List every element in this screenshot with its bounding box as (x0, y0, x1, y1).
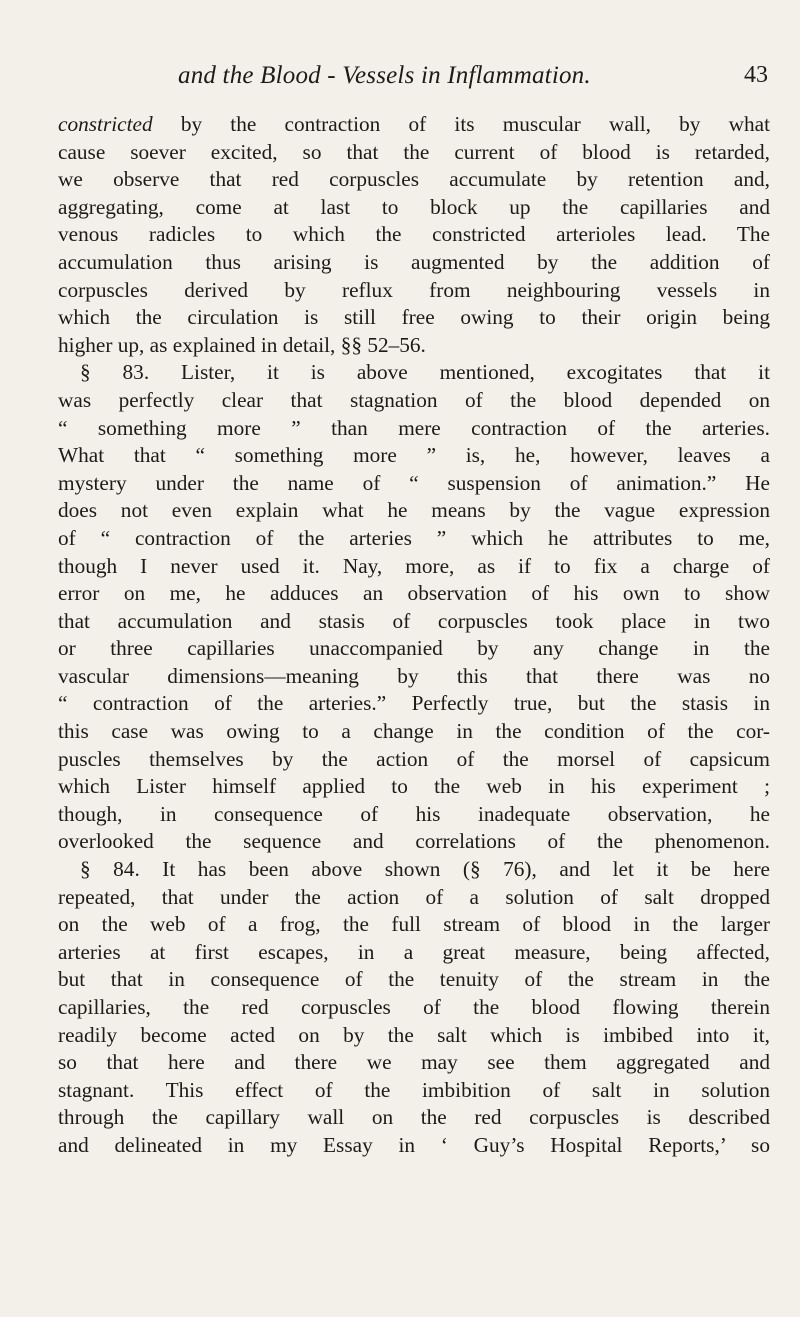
running-title: and the Blood - Vessels in Inflammation. (178, 62, 591, 89)
text-line: so that here and there we may see them aggregated and (58, 1050, 770, 1075)
text-line: higher up, as explained in detail, §§ 52–56. (58, 332, 426, 357)
text-line: and delineated in my Essay in ‘ Guy’s Hospital Reports,’ so (58, 1132, 770, 1157)
text-line: aggregating, come at last to block up the capillaries and (58, 194, 770, 219)
text-line: that accumulation and stasis of corpuscles took place in two (58, 608, 770, 633)
text-line: capillaries, the red corpuscles of the blood flowing therein (58, 995, 770, 1019)
text-line: mystery under the name of “ suspension of animation.” He (58, 470, 770, 495)
text-line-content: by the contraction of its muscular wall, by what (152, 112, 770, 136)
text-line: venous radicles to which the constricted arterioles lead. The (58, 222, 770, 247)
text-line: though I never used it. Nay, more, as if to fix a charge of (58, 553, 770, 578)
text-line: which the circulation is still free owing to their origin being (58, 305, 770, 330)
text-line: “ contraction of the arteries.” Perfectly true, but the stasis in (58, 691, 770, 716)
text-line: through the capillary wall on the red corpuscles is described (58, 1105, 770, 1130)
text-line: § 83. Lister, it is above mentioned, excogitates that it (80, 360, 770, 385)
text-line: of “ contraction of the arteries ” which he attributes to me, (58, 525, 770, 550)
text-line: was perfectly clear that stagnation of the blood depended on (58, 387, 770, 412)
text-line: § 84. It has been above shown (§ 76), and let it be here (80, 857, 770, 882)
text-line-italic-lead: constricted (58, 112, 153, 136)
text-line: corpuscles derived by reflux from neighbouring vessels in (58, 277, 770, 302)
text-line: arteries at first escapes, in a great measure, being affected, (58, 939, 770, 964)
text-line: or three capillaries unaccompanied by any change in the (58, 636, 770, 661)
text-line: error on me, he adduces an observation of his own to show (58, 581, 770, 606)
text-line: though, in consequence of his inadequate observation, he (58, 801, 770, 826)
text-line: accumulation thus arising is augmented by the addition of (58, 249, 770, 274)
text-line: overlooked the sequence and correlations of the phenomenon. (58, 829, 770, 854)
page-number: 43 (744, 62, 768, 88)
text-line: vascular dimensions—meaning by this that there was no (58, 663, 770, 688)
running-header (178, 62, 768, 98)
text-line: on the web of a frog, the full stream of blood in the larger (58, 912, 770, 937)
text-line: but that in consequence of the tenuity of the stream in the (58, 967, 770, 992)
text-line: puscles themselves by the action of the morsel of capsicum (58, 746, 770, 771)
text-line: this case was owing to a change in the condition of the cor- (58, 719, 770, 744)
text-line: “ something more ” than mere contraction of the arteries. (58, 415, 770, 440)
text-line: repeated, that under the action of a solution of salt dropped (58, 884, 770, 909)
text-line: stagnant. This effect of the imbibition of salt in solution (58, 1077, 770, 1102)
text-line: readily become acted on by the salt which is imbibed into it, (58, 1022, 770, 1047)
text-line: does not even explain what he means by the vague expression (58, 498, 770, 523)
text-line: What that “ something more ” is, he, however, leaves a (58, 443, 770, 468)
body-text (58, 111, 770, 1160)
text-line: we observe that red corpuscles accumulate by retention and, (58, 167, 770, 192)
text-line: which Lister himself applied to the web in his experiment ; (58, 774, 770, 799)
text-line (58, 111, 770, 139)
text-line: cause soever excited, so that the current of blood is retarded, (58, 139, 770, 164)
